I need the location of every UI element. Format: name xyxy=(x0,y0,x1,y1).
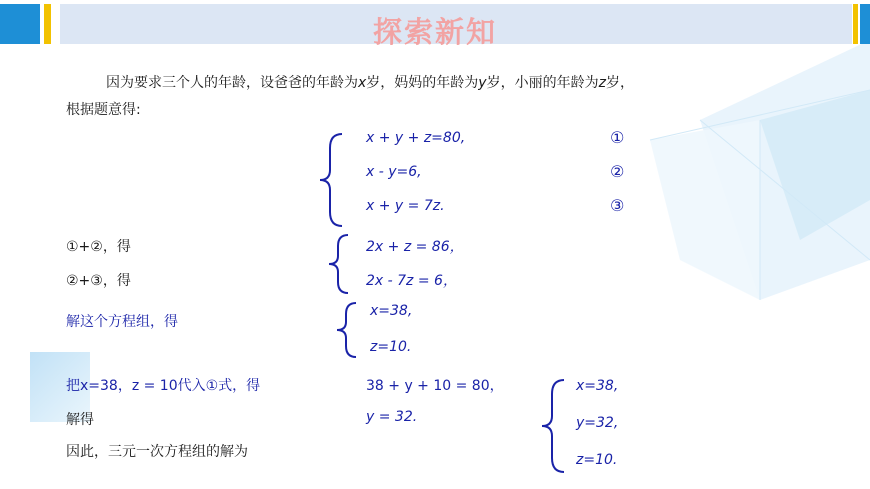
brace-system-1 xyxy=(316,130,346,230)
step1-line-a: ①+②，得 xyxy=(66,239,131,255)
solution-x: x=38, xyxy=(576,378,619,394)
marker-3: ③ xyxy=(610,196,625,215)
step2-line: 解这个方程组，得 xyxy=(66,314,178,330)
system3-eq-2: z=10. xyxy=(370,339,412,355)
marker-1: ① xyxy=(610,128,625,147)
system1-eq-3: x + y = 7z. xyxy=(366,198,445,214)
system2-eq-1: 2x + z = 86， xyxy=(366,239,464,255)
brace-solution xyxy=(538,376,568,476)
intro-var-z: z xyxy=(598,75,606,91)
calc-line-1: 38 + y + 10 = 80， xyxy=(366,378,504,394)
step3-line-b: 解得 xyxy=(66,412,94,428)
intro-text-1: 因为要求三个人的年龄，设爸爸的年龄为 xyxy=(106,75,358,91)
step3-line-c: 因此，三元一次方程组的解为 xyxy=(66,444,248,460)
calc-line-2: y = 32. xyxy=(366,409,418,425)
system1-eq-2: x - y=6, xyxy=(366,164,422,180)
brace-system-3 xyxy=(334,300,360,360)
system2-eq-2: 2x - 7z = 6， xyxy=(366,273,457,289)
solution-y: y=32, xyxy=(576,415,619,431)
brace-system-2 xyxy=(326,232,352,296)
intro-paragraph xyxy=(66,70,846,124)
marker-2: ② xyxy=(610,162,625,181)
system1-eq-1: x + y + z=80, xyxy=(366,130,466,146)
system3-eq-1: x=38, xyxy=(370,303,413,319)
intro-text-2: 岁，妈妈的年龄为 xyxy=(366,75,479,91)
step1-line-b: ②+③，得 xyxy=(66,273,131,289)
page-title: 探索新知 xyxy=(372,15,497,49)
intro-line-2: 根据题意得: xyxy=(66,102,141,118)
step3-line-a: 把x=38，z = 10代入①式，得 xyxy=(66,378,261,394)
intro-text-3: 岁，小丽的年龄为 xyxy=(486,75,599,91)
intro-text-4: 岁， xyxy=(605,75,634,91)
intro-var-x: x xyxy=(358,75,367,91)
intro-var-y: y xyxy=(478,75,487,91)
solution-z: z=10. xyxy=(576,452,618,468)
